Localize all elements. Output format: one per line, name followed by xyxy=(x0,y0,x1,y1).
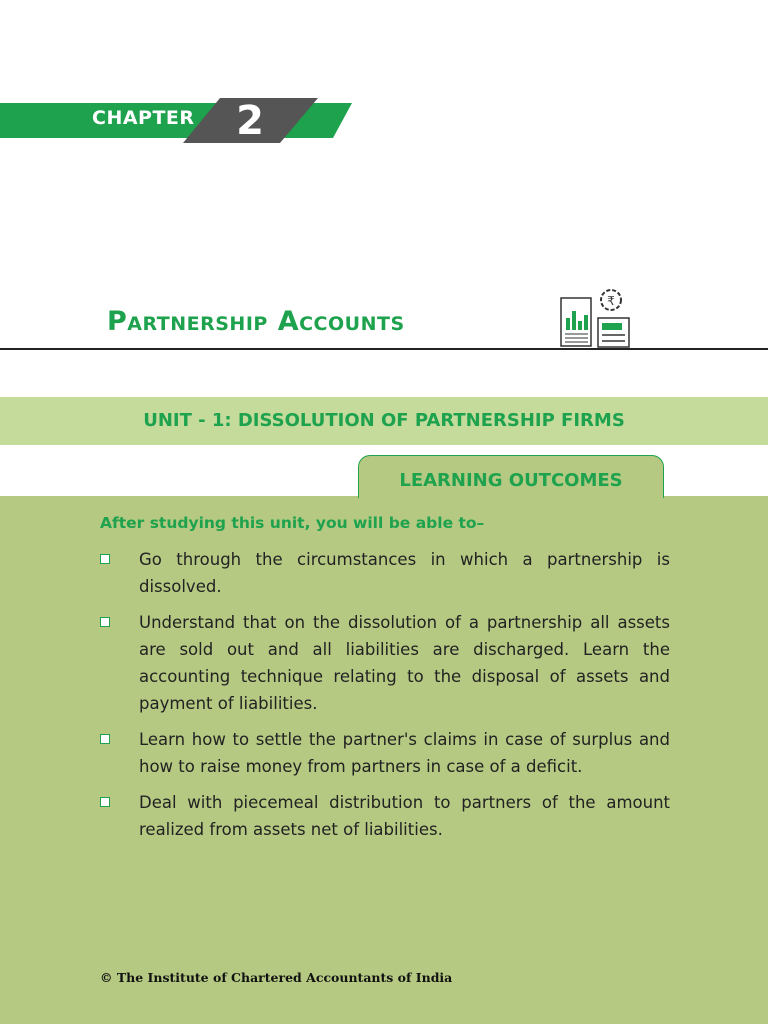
accounts-document-chart-icon xyxy=(558,285,634,349)
title-divider xyxy=(0,348,768,350)
learning-outcomes-tab xyxy=(358,455,664,498)
list-item-text: Go through the circumstances in which a partnership is dissolved. xyxy=(139,550,670,596)
learning-outcomes-list xyxy=(100,546,670,852)
list-item xyxy=(100,789,670,843)
learning-outcomes-heading: LEARNING OUTCOMES xyxy=(399,470,623,491)
list-item xyxy=(100,546,670,600)
chapter-label: CHAPTER xyxy=(92,107,195,129)
checkbox-square-icon xyxy=(100,734,110,744)
list-item-text: Learn how to settle the partner's claims in case of surplus and how to raise money from partners in case of a deficit. xyxy=(139,730,670,776)
unit-band xyxy=(0,397,768,445)
checkbox-square-icon xyxy=(100,554,110,564)
list-item-text: Deal with piecemeal distribution to partners of the amount realized from assets net of liabilities. xyxy=(139,793,670,839)
checkbox-square-icon xyxy=(100,797,110,807)
list-item xyxy=(100,726,670,780)
learning-outcomes-intro: After studying this unit, you will be able to– xyxy=(100,514,485,532)
unit-title: UNIT - 1: DISSOLUTION OF PARTNERSHIP FIRMS xyxy=(143,410,625,431)
svg-text:₹: ₹ xyxy=(607,294,615,308)
list-item xyxy=(100,609,670,717)
list-item-text: Understand that on the dissolution of a partnership all assets are sold out and all liabilities are discharged. Learn the accounting technique relating to the disposal of assets and payment of liabilities. xyxy=(139,613,670,713)
page-title: Partnership Accounts xyxy=(107,306,405,337)
copyright-footer: © The Institute of Chartered Accountants of India xyxy=(100,970,453,985)
chapter-number: 2 xyxy=(236,98,264,144)
checkbox-square-icon xyxy=(100,617,110,627)
